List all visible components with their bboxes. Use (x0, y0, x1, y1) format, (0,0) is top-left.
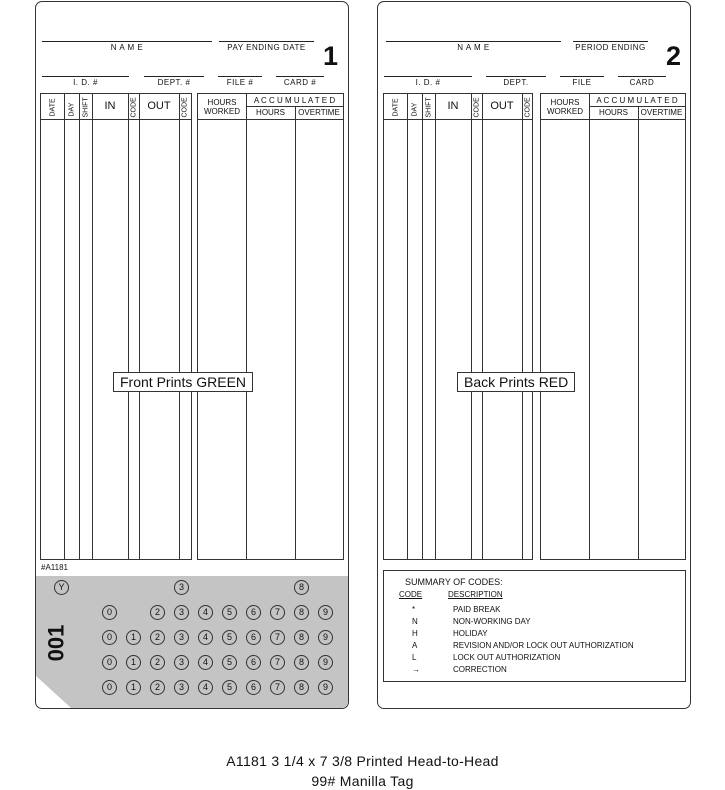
col-code2: CODE (524, 97, 532, 118)
col-code1: CODE (130, 97, 138, 118)
file-line (560, 76, 604, 77)
col-day: DAY (411, 102, 419, 117)
punch-bubble-row2-8: 8 (294, 630, 309, 645)
punch-bubble-row2-7: 7 (270, 630, 285, 645)
file-line (218, 76, 262, 77)
hours-grid-right (197, 93, 344, 560)
punch-bubble-row1-3: 3 (174, 605, 189, 620)
punch-bubble-row1-7: 7 (270, 605, 285, 620)
period-label: PERIOD ENDING (575, 43, 646, 52)
summary-code: H (412, 629, 418, 638)
period-label: PAY ENDING DATE (227, 43, 306, 52)
summary-code: L (412, 653, 417, 662)
col-hours: HOURS (599, 108, 628, 117)
col-in: IN (104, 100, 116, 112)
dept-line (486, 76, 546, 77)
hours-grid-right (540, 93, 686, 560)
punch-bubble-row1-2: 2 (150, 605, 165, 620)
file-label: FILE # (226, 78, 254, 87)
summary-code: A (412, 641, 418, 650)
col-hours: HOURS (256, 108, 285, 117)
punch-bubble-row0-8: 8 (294, 580, 309, 595)
summary-code: N (412, 617, 418, 626)
col-hours-worked-2: WORKED (204, 107, 240, 116)
description-header: DESCRIPTION (448, 590, 503, 599)
summary-of-codes (383, 570, 686, 682)
punch-bubble-row3-6: 6 (246, 655, 261, 670)
punch-bubble-row3-0: 0 (102, 655, 117, 670)
col-hours-worked-1: HOURS (207, 98, 237, 107)
time-card-back (377, 1, 691, 709)
summary-title: SUMMARY OF CODES: (405, 577, 503, 587)
punch-bubble-row1-9: 9 (318, 605, 333, 620)
file-label: FILE (572, 78, 592, 87)
punch-bubble-row3-1: 1 (126, 655, 141, 670)
caption-line-1: A1181 3 1/4 x 7 3/8 Printed Head-to-Head (226, 753, 499, 769)
punch-bubble-row4-6: 6 (246, 680, 261, 695)
col-accumulated: A C C U M U L A T E D (596, 96, 678, 105)
time-card-front (35, 1, 349, 709)
dept-line (144, 76, 204, 77)
time-grid-left (40, 93, 192, 560)
punch-bubble-row3-7: 7 (270, 655, 285, 670)
name-line (386, 41, 561, 42)
col-overtime: OVERTIME (298, 108, 340, 117)
col-code1: CODE (473, 97, 481, 118)
col-shift: SHIFT (425, 97, 433, 118)
punch-bubble-row2-9: 9 (318, 630, 333, 645)
punch-bubble-row4-4: 4 (198, 680, 213, 695)
name-label: N A M E (110, 43, 144, 52)
punch-bubble-row4-0: 0 (102, 680, 117, 695)
col-hours-worked-2: WORKED (547, 107, 583, 116)
summary-description: PAID BREAK (453, 605, 501, 614)
punch-bubble-row2-2: 2 (150, 630, 165, 645)
punch-bubble-row4-8: 8 (294, 680, 309, 695)
punch-bubble-row1-0: 0 (102, 605, 117, 620)
card-label: CARD (629, 78, 655, 87)
summary-description: HOLIDAY (453, 629, 488, 638)
col-out: OUT (490, 100, 514, 112)
punch-bubble-row1-8: 8 (294, 605, 309, 620)
card-label: CARD # (283, 78, 317, 87)
col-overtime: OVERTIME (640, 108, 683, 117)
card-line (618, 76, 666, 77)
summary-code: → (412, 665, 420, 674)
name-label: N A M E (457, 43, 490, 52)
punch-bubble-row1-4: 4 (198, 605, 213, 620)
col-in: IN (447, 100, 459, 112)
print-notice: Front Prints GREEN (113, 372, 253, 392)
col-date: DATE (49, 98, 57, 117)
print-notice: Back Prints RED (457, 372, 575, 392)
summary-description: CORRECTION (453, 665, 507, 674)
caption-line-2: 99# Manilla Tag (311, 773, 414, 789)
punch-bubble-row3-2: 2 (150, 655, 165, 670)
col-date: DATE (392, 98, 400, 117)
punch-bubble-row1-6: 6 (246, 605, 261, 620)
punch-bubble-row1-5: 5 (222, 605, 237, 620)
card-line (276, 76, 324, 77)
punch-bubble-row4-1: 1 (126, 680, 141, 695)
punch-bubble-row2-6: 6 (246, 630, 261, 645)
col-shift: SHIFT (82, 97, 90, 118)
name-line (42, 41, 212, 42)
id-line (384, 76, 472, 77)
card-number: 2 (666, 41, 682, 71)
punch-bubble-row2-5: 5 (222, 630, 237, 645)
col-day: DAY (68, 102, 76, 117)
punch-bubble-row3-9: 9 (318, 655, 333, 670)
period-line (573, 41, 648, 42)
time-grid-left (383, 93, 533, 560)
punch-bubble-row4-5: 5 (222, 680, 237, 695)
punch-bubble-row3-8: 8 (294, 655, 309, 670)
punch-bubble-row4-3: 3 (174, 680, 189, 695)
punch-bubble-row3-5: 5 (222, 655, 237, 670)
summary-description: LOCK OUT AUTHORIZATION (453, 653, 561, 662)
col-hours-worked-1: HOURS (550, 98, 580, 107)
id-label: I. D. # (73, 78, 98, 87)
card-number: 1 (323, 41, 339, 71)
id-label: I. D. # (415, 78, 441, 87)
punch-bubble-row2-1: 1 (126, 630, 141, 645)
punch-bubble-row3-3: 3 (174, 655, 189, 670)
summary-code: * (412, 605, 416, 614)
id-line (42, 76, 129, 77)
summary-description: NON-WORKING DAY (453, 617, 531, 626)
punch-bubble-row2-0: 0 (102, 630, 117, 645)
punch-bubble-row0-Y: Y (54, 580, 69, 595)
punch-bubble-row2-4: 4 (198, 630, 213, 645)
col-accumulated: A C C U M U L A T E D (253, 96, 336, 105)
punch-bubble-row0-3: 3 (174, 580, 189, 595)
punch-bubble-row4-2: 2 (150, 680, 165, 695)
dept-label: DEPT. # (157, 78, 191, 87)
code-header: CODE (399, 590, 423, 599)
col-out: OUT (147, 100, 171, 112)
punch-bubble-row2-3: 3 (174, 630, 189, 645)
punch-bubble-row4-9: 9 (318, 680, 333, 695)
punch-bubble-row3-4: 4 (198, 655, 213, 670)
dept-label: DEPT. (503, 78, 529, 87)
form-number: #A1181 (41, 563, 68, 572)
period-line (219, 41, 314, 42)
col-code2: CODE (181, 97, 189, 118)
card-code: 001 (43, 624, 69, 662)
summary-description: REVISION AND/OR LOCK OUT AUTHORIZATION (453, 641, 634, 650)
punch-bubble-row4-7: 7 (270, 680, 285, 695)
